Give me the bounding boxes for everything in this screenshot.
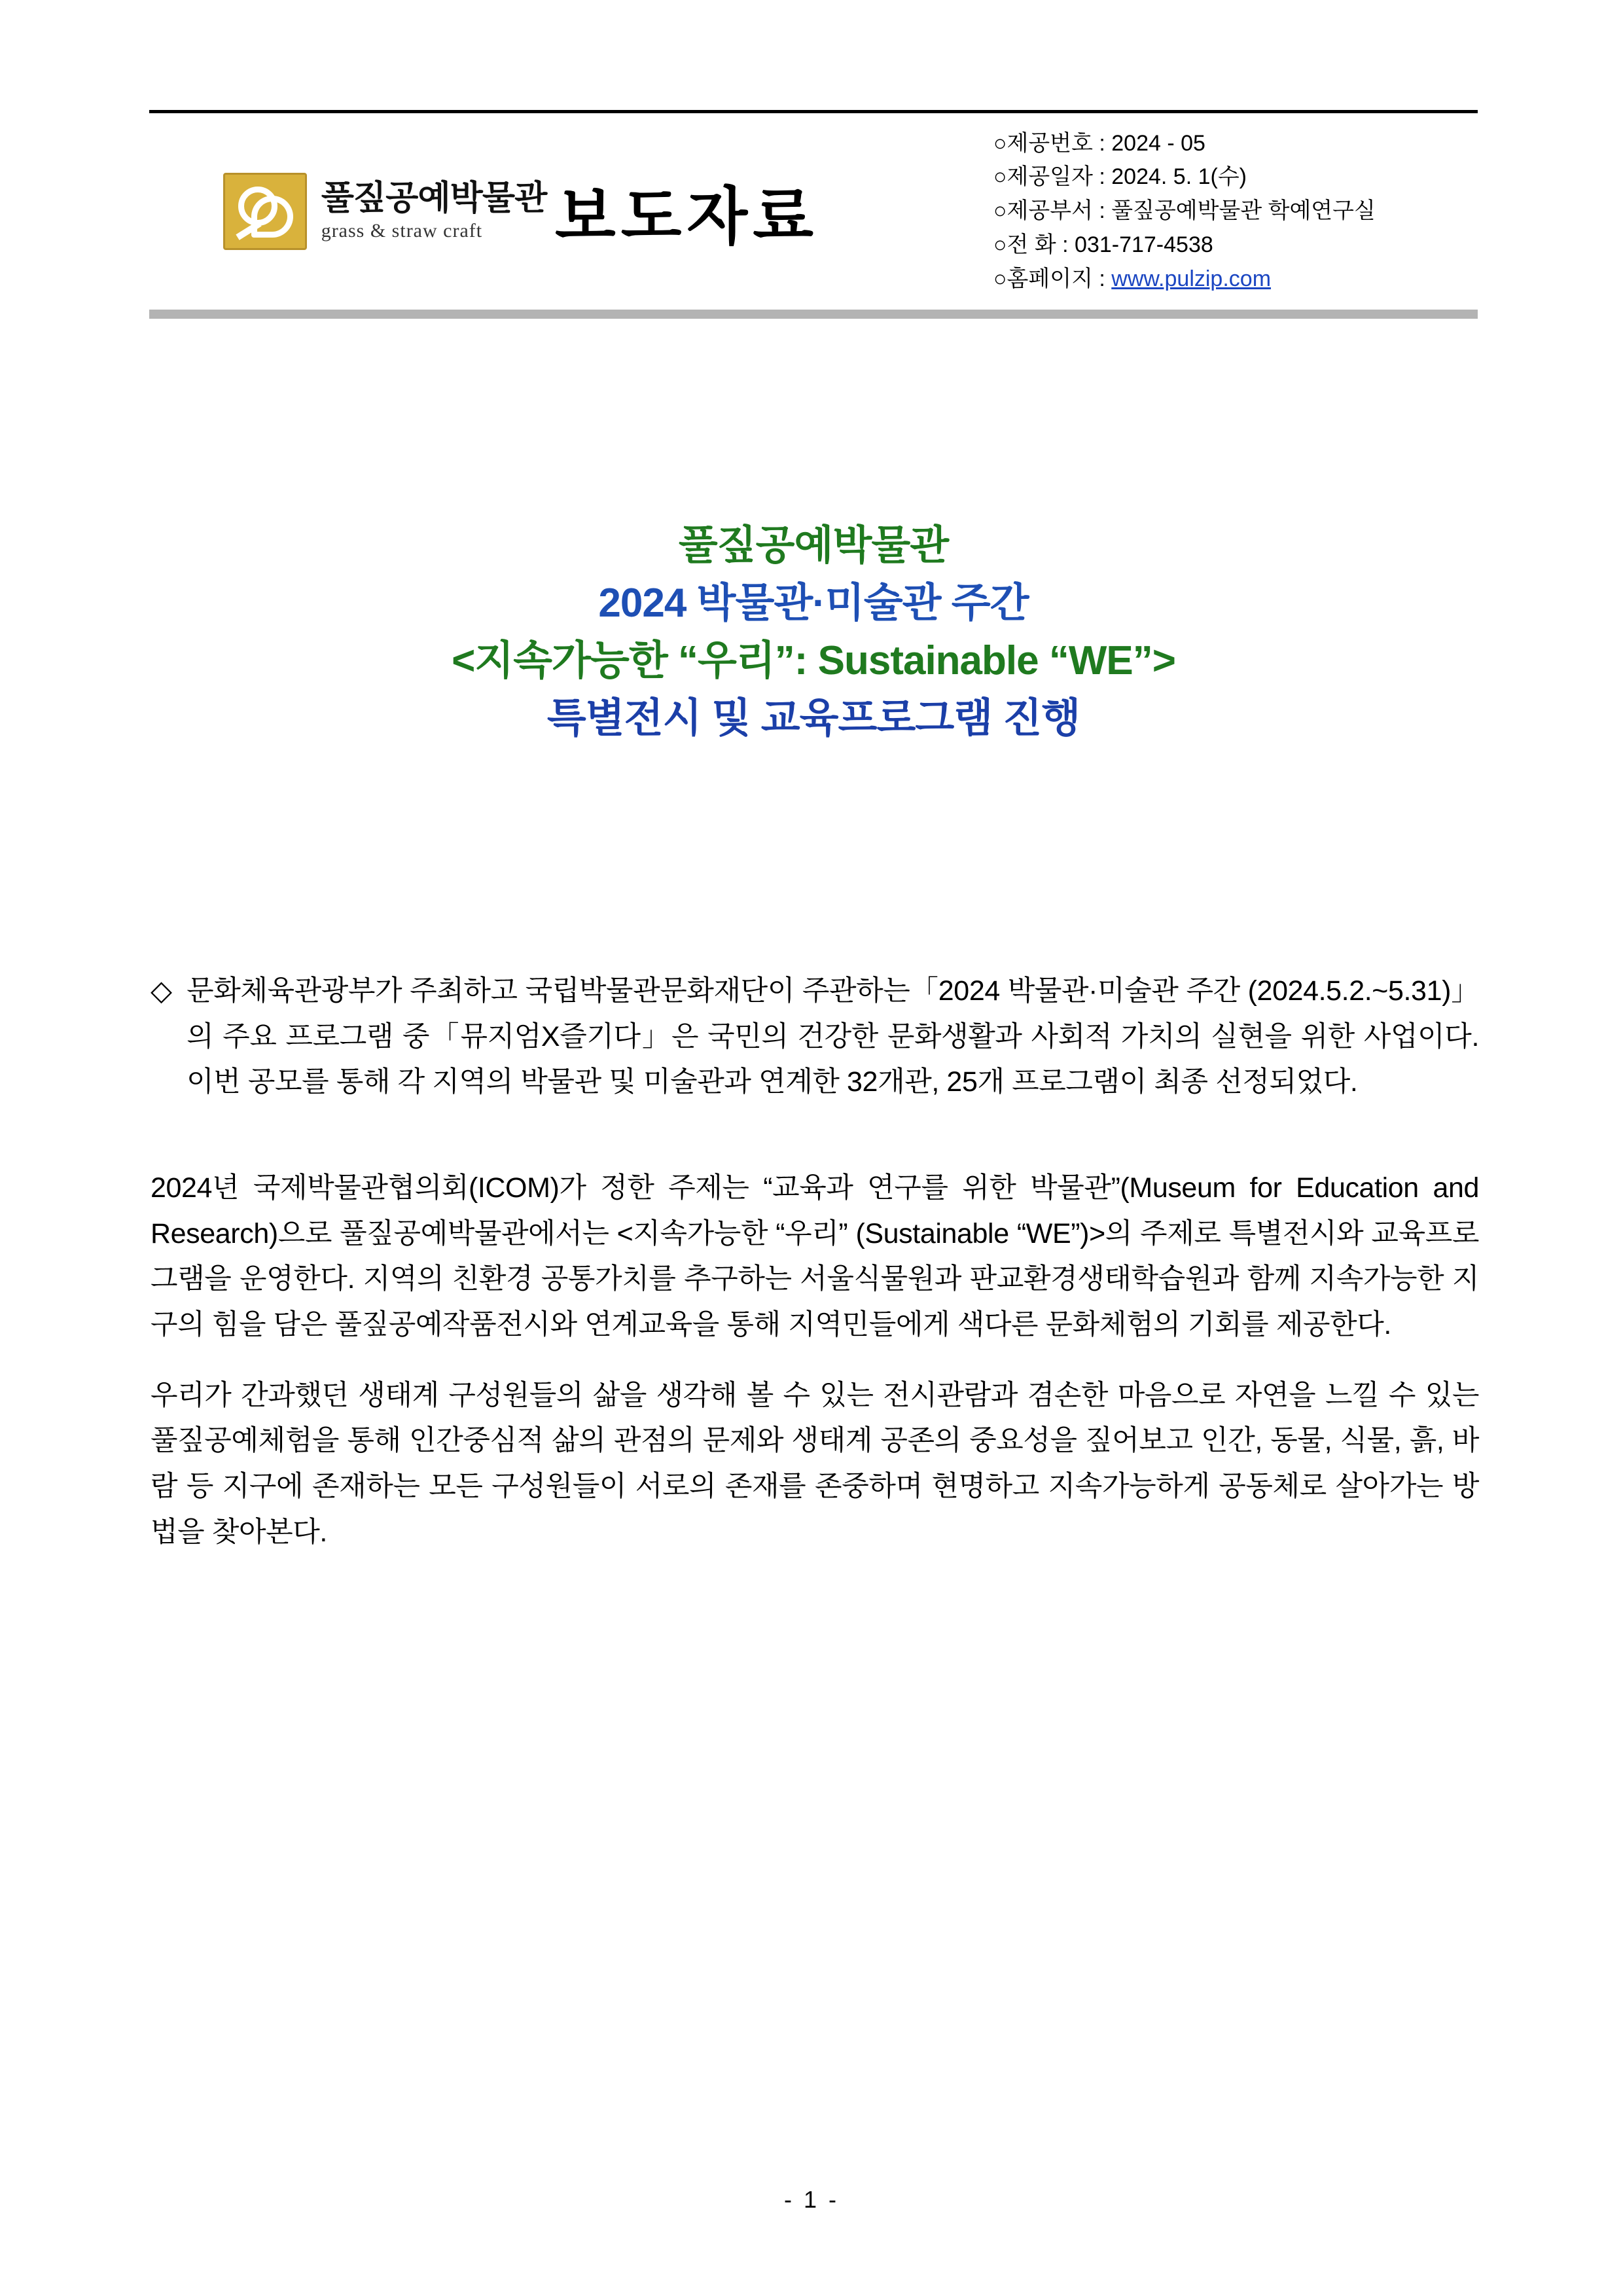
meta-label-department: ○제공부서 : (993, 198, 1105, 224)
paragraph-3: 우리가 간과했던 생태계 구성원들의 삶을 생각해 볼 수 있는 전시관람과 겸손한 마음으로 자연을 느낄 수 있는 풀짚공예체험을 통해 인간중심적 삶의 관점의 문제와 생태계 공존의 중요성을 짚어보고 인간, 동물, 식물, 흙, 바람 등 지구에 존재하는 모든 구성원들이 서로의 존재를 존중하며 현명하고 지속가능하게 공동체로 살아가는 방법을 찾아본다. (151, 1379, 1479, 1548)
paragraph-1-row (151, 969, 1479, 1105)
document-header (149, 110, 1478, 319)
headline-line-2: 2024 박물관·미술관 주간 (598, 581, 1029, 626)
meta-value-number: 2024 - 05 (1111, 130, 1205, 156)
meta-row-department (993, 194, 1478, 228)
bullet-diamond-icon: ◇ (151, 975, 173, 1007)
document-title-cell (555, 113, 974, 310)
meta-row-phone (993, 228, 1478, 262)
page-title: 보도자료 (555, 181, 819, 252)
header-bottom-rule (149, 310, 1478, 319)
logo-cell (149, 113, 607, 310)
logo-emblem-icon (223, 173, 307, 250)
meta-value-phone: 031-717-4538 (1075, 232, 1213, 257)
meta-label-date: ○제공일자 : (993, 164, 1105, 190)
document-body (151, 969, 1479, 1555)
meta-value-department: 풀짚공예박물관 학예연구실 (1111, 198, 1376, 224)
paragraph-2: 2024년 국제박물관협의회(ICOM)가 정한 주제는 “교육과 연구를 위한 박물관”(Museum for Education and Research)으로 풀짚공예박물관에서는 <지속가능한 “우리” (Sustainable “WE”)>의 주제로 특별전시와 교육프로그램을 운영한다. 지역의 친환경 공통가치를 추구하는 서울식물원과 판교환경생태학습원과 함께 지속가능한 지구의 힘을 담은 풀짚공예작품전시와 연계교육을 통해 지역민들에게 색다른 문화체험의 기회를 제공한다. (151, 1172, 1479, 1340)
headline-line-1: 풀짚공예박물관 (678, 523, 949, 568)
homepage-link[interactable]: www.pulzip.com (1111, 266, 1272, 291)
header-body (149, 113, 1478, 310)
header-meta-list (974, 113, 1478, 310)
logo-name-en: grass & straw craft (321, 220, 483, 242)
meta-label-number: ○제공번호 : (993, 130, 1105, 156)
meta-row-homepage (993, 262, 1478, 296)
logo-text (321, 181, 547, 243)
page-number: - 1 - (783, 2186, 839, 2213)
logo-emblem-bar (236, 221, 261, 240)
headline-block (149, 517, 1478, 747)
logo-name-ko: 풀짚공예박물관 (321, 179, 547, 217)
meta-value-date: 2024. 5. 1(수) (1111, 164, 1247, 190)
meta-row-number (993, 127, 1478, 161)
headline-line-3: <지속가능한 “우리”: Sustainable “WE”> (452, 638, 1175, 684)
meta-label-homepage: ○홈페이지 : (993, 266, 1105, 291)
meta-label-phone: ○전 화 : (993, 232, 1069, 257)
museum-logo (223, 173, 547, 250)
paragraph-1: 문화체육관광부가 주최하고 국립박물관문화재단이 주관하는「2024 박물관·미술관 주간 (2024.5.2.~5.31)」의 주요 프로그램 중「뮤지엄X즐기다」은 국민의 건강한 문화생활과 사회적 가치의 실현을 위한 사업이다. 이번 공모를 통해 각 지역의 박물관 및 미술관과 연계한 32개관, 25개 프로그램이 최종 선정되었다. (187, 975, 1479, 1098)
meta-row-date (993, 160, 1478, 194)
headline-line-4: 특별전시 및 교육프로그램 진행 (546, 696, 1080, 742)
